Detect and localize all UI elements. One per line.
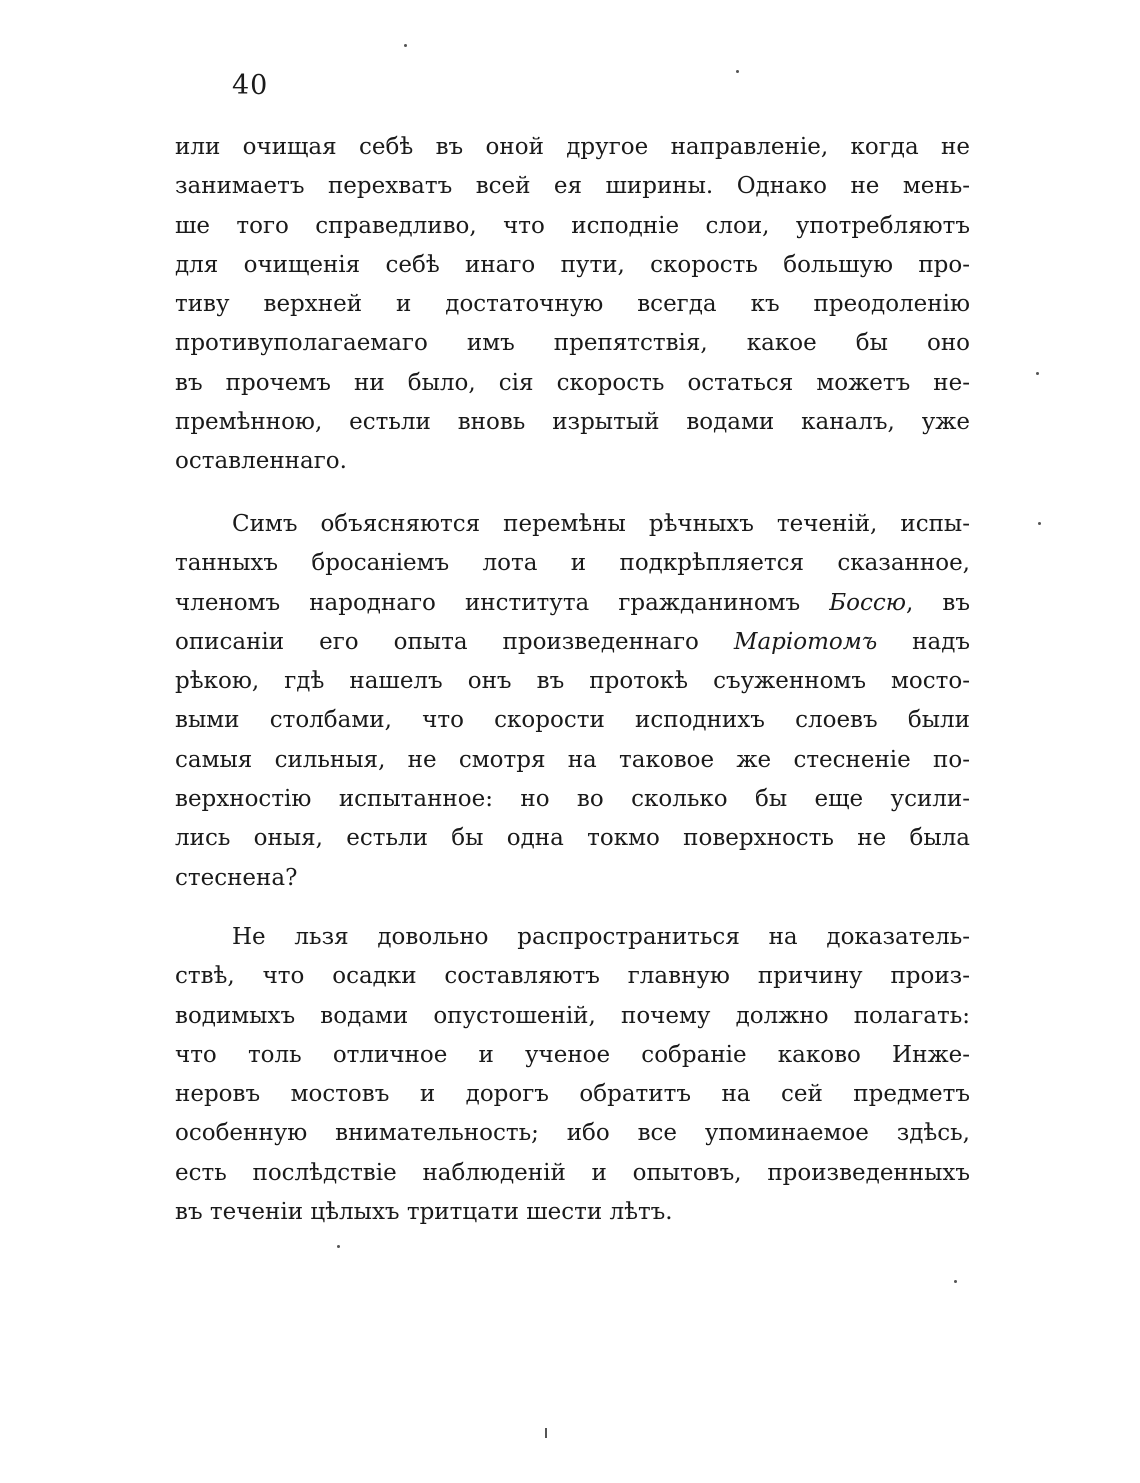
text-line	[175, 285, 970, 324]
line-text: Симъ объясняются перемѣны рѣчныхъ теченій, испы-	[232, 511, 970, 537]
paragraph-2	[175, 505, 970, 898]
paragraph-3	[175, 918, 970, 1232]
scan-speck	[404, 44, 407, 47]
text-line	[175, 1154, 970, 1193]
text-line	[175, 403, 970, 442]
text-line	[175, 364, 970, 403]
line-text: есть послѣдствіе наблюденій и опытовъ, произведенныхъ	[175, 1159, 970, 1186]
line-text: танныхъ бросаніемъ лота и подкрѣпляется сказанное,	[175, 550, 970, 577]
line-text: надъ	[877, 628, 970, 655]
text-line	[175, 701, 970, 740]
line-text: ствѣ, что осадки составляютъ главную причину произ-	[175, 963, 970, 990]
line-text: Не льзя довольно распространиться на доказатель-	[232, 924, 970, 950]
text-line	[175, 505, 970, 544]
text-line	[175, 918, 970, 957]
text-line	[175, 819, 970, 858]
text-line	[175, 128, 970, 167]
line-text: , въ	[906, 589, 970, 616]
line-text: лись оныя, естьли бы одна токмо поверхность не была	[175, 825, 970, 852]
text-line	[175, 859, 970, 898]
text-line	[175, 662, 970, 701]
text-line	[175, 1036, 970, 1075]
line-text: занимаетъ перехватъ всей ея ширины. Однако не мень-	[175, 173, 970, 200]
scan-speck	[337, 1245, 340, 1248]
page-number: 40	[232, 70, 269, 101]
text-line	[175, 997, 970, 1036]
text-line	[175, 544, 970, 583]
text-line	[175, 1075, 970, 1114]
line-text: выми столбами, что скорости исподнихъ слоевъ были	[175, 707, 970, 734]
line-text: рѣкою, гдѣ нашелъ онъ въ протокѣ съуженномъ мосто-	[175, 668, 970, 695]
scan-speck	[736, 70, 739, 73]
line-text: въ теченіи цѣлыхъ тритцати шести лѣтъ.	[175, 1199, 673, 1226]
text-line	[175, 957, 970, 996]
scan-speck	[954, 1280, 957, 1283]
line-text: противуполагаемаго имъ препятствія, какое бы оно	[175, 330, 970, 357]
line-text: членомъ народнаго института гражданиномъ	[175, 589, 830, 616]
scan-speck	[1038, 522, 1041, 525]
line-text: водимыхъ водами опустошеній, почему должно полагать:	[175, 1002, 970, 1029]
text-line	[175, 584, 970, 623]
line-text: неровъ мостовъ и дорогъ обратитъ на сей предметъ	[175, 1081, 970, 1108]
text-line	[175, 167, 970, 206]
text-line	[175, 207, 970, 246]
line-text: въ прочемъ ни было, сія скорость остаться можетъ не-	[175, 369, 970, 396]
line-text: тиву верхней и достаточную всегда къ преодоленію	[175, 291, 970, 318]
line-text: премѣнною, естьли вновь изрытый водами каналъ, уже	[175, 409, 970, 436]
italic-name: Боссю	[829, 589, 907, 616]
line-text: самыя сильныя, не смотря на таковое же стесненіе по-	[175, 746, 970, 773]
text-line	[175, 442, 970, 481]
scan-speck	[545, 1428, 547, 1438]
line-text: или очищая себѣ въ оной другое направленіе, когда не	[175, 134, 970, 160]
text-line	[175, 324, 970, 363]
line-text: для очищенія себѣ инаго пути, скорость большую про-	[175, 251, 970, 278]
italic-name: Маріотомъ	[733, 628, 878, 655]
line-text: верхностію испытанное: но во сколько бы еще усили-	[175, 786, 970, 813]
line-text: стеснена?	[175, 864, 298, 891]
scan-speck	[1036, 372, 1039, 375]
line-text: особенную внимательность; ибо все упоминаемое здѣсь,	[175, 1120, 970, 1147]
text-line	[175, 1193, 970, 1232]
text-line	[175, 246, 970, 285]
text-line	[175, 780, 970, 819]
text-line	[175, 1114, 970, 1153]
text-line	[175, 623, 970, 662]
paragraph-1	[175, 128, 970, 482]
line-text: ше того справедливо, что исподніе слои, употребляютъ	[175, 212, 970, 239]
line-text: оставленнаго.	[175, 448, 347, 475]
text-line	[175, 741, 970, 780]
line-text: что толь отличное и ученое собраніе каково Инже-	[175, 1041, 970, 1068]
line-text: описаніи его опыта произведеннаго	[175, 628, 734, 655]
